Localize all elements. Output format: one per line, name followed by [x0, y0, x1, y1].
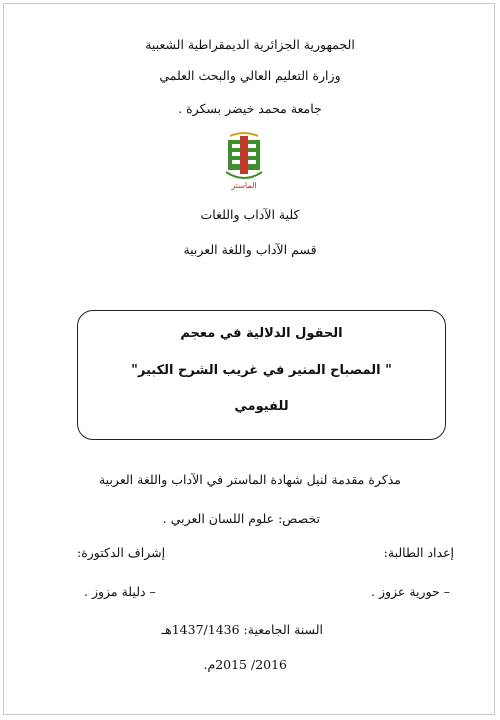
supervisor-label: إشراف الدكتورة: — [77, 545, 166, 560]
title-line-3: للفيومي — [234, 399, 289, 414]
faculty-name: كلية الآداب واللغات — [200, 207, 300, 222]
university-name: جامعة محمد خيضر بسكرة . — [178, 101, 322, 116]
title-line-2: " المصباح المنير في غريب الشرح الكبير" — [131, 363, 392, 378]
student-name: – حورية عزوز . — [371, 584, 450, 599]
ministry-name: وزارة التعليم العالي والبحث العلمي — [159, 68, 341, 83]
republic-name: الجمهورية الجزائرية الديمقراطية الشعبية — [145, 37, 355, 52]
academic-year-hijri: السنة الجامعية: 1437/1436هـ — [161, 622, 323, 637]
department-name: قسم الآداب واللغة العربية — [183, 242, 317, 257]
specialty: تخصص: علوم اللسان العربي . — [162, 511, 320, 526]
student-label: إعداد الطالبة: — [383, 545, 454, 560]
logo-caption: الماستر — [231, 181, 257, 190]
title-line-1: الحقول الدلالية في معجم — [180, 326, 343, 341]
university-logo — [216, 132, 272, 194]
academic-year-gregorian: 2016/ 2015م. — [203, 657, 287, 672]
thesis-purpose: مذكرة مقدمة لنيل شهادة الماستر في الآداب واللغة العربية — [98, 472, 401, 487]
supervisor-name: – دليلة مزوز . — [84, 584, 156, 599]
thesis-title-box — [77, 310, 446, 440]
